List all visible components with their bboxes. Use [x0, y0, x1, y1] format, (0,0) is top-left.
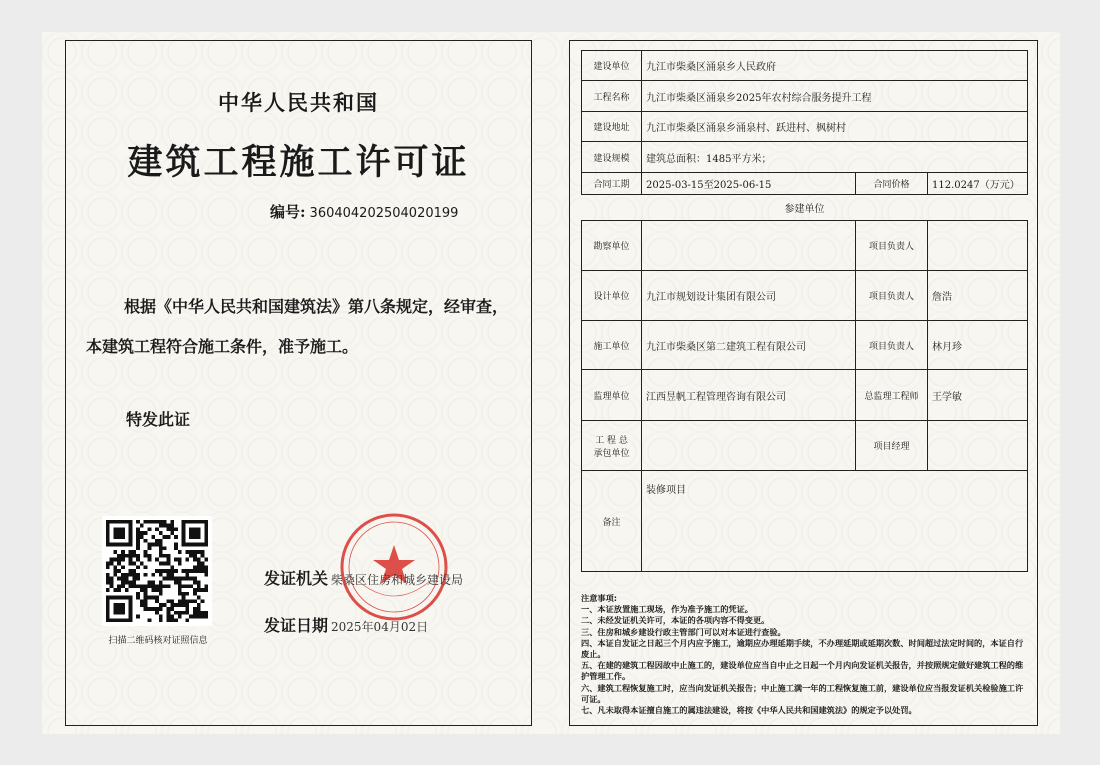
build-unit-label: 建设单位 [582, 51, 642, 81]
table-row [582, 471, 1028, 572]
table-row [582, 51, 1028, 81]
table-row [582, 173, 1028, 195]
participant-role: 项目经理 [856, 421, 928, 471]
issue-date-value: 2025年04月02日 [331, 620, 429, 634]
notes-section [581, 593, 1027, 716]
build-address-value: 九江市柴桑区涌泉乡涌泉村、跃进村、枫树村 [642, 112, 1028, 142]
certificate-paper [42, 32, 1060, 734]
participant-person: 詹浩 [928, 271, 1028, 321]
qr-code-label: 扫描二维码核对证照信息 [108, 636, 208, 646]
participant-value: 九江市柴桑区第二建筑工程有限公司 [642, 321, 856, 370]
contract-period-label: 合同工期 [582, 173, 642, 195]
build-scale-label: 建设规模 [582, 142, 642, 173]
participant-role: 总监理工程师 [856, 370, 928, 421]
remarks-value: 装修项目 [642, 471, 1028, 572]
issue-date [264, 613, 428, 636]
participant-person: 林月珍 [928, 321, 1028, 370]
issuing-authority-value: 柴桑区住房和城乡建设局 [331, 573, 464, 587]
table-row [582, 195, 1028, 221]
build-scale-value: 建筑总面积：1485平方米； [642, 142, 1028, 173]
certificate-title: 建筑工程施工许可证 [127, 142, 470, 183]
contract-period-value: 2025-03-15至2025-06-15 [642, 173, 856, 195]
table-row [582, 370, 1028, 421]
build-address-label: 建设地址 [582, 112, 642, 142]
note-line: 二、未经发证机关许可，本证的各项内容不得变更。 [581, 615, 770, 626]
country-name: 中华人民共和国 [218, 90, 379, 115]
issuing-authority [264, 566, 463, 589]
issuing-authority-label: 发证机关 [264, 569, 329, 588]
table-row [582, 271, 1028, 321]
participants-header: 参建单位 [582, 195, 1028, 221]
participant-label: 监理单位 [582, 370, 642, 421]
participant-value: 江西昱帆工程管理咨询有限公司 [642, 370, 856, 421]
table-row [582, 421, 1028, 471]
build-unit-value: 九江市柴桑区涌泉乡人民政府 [642, 51, 1028, 81]
participant-role: 项目负责人 [856, 321, 928, 370]
note-line: 五、在建的建筑工程因故中止施工的，建设单位应当自中止之日起一个月内向发证机关报告，并按照规定做好建筑工程的维护管理工作。 [581, 660, 1024, 682]
certificate-number [270, 201, 458, 222]
note-line: 注意事项: [581, 593, 618, 603]
table-row [582, 321, 1028, 370]
certificate-number-value: 360404202504020199 [309, 206, 459, 221]
remarks-label: 备注 [582, 471, 642, 572]
table-row [582, 81, 1028, 112]
certificate-body-text: 根据《中华人民共和国建筑法》第八条规定，经审查，本建筑工程符合施工条件，准予施工。 [86, 297, 509, 356]
issue-date-label: 发证日期 [264, 616, 329, 635]
participant-label: 设计单位 [582, 271, 642, 321]
participant-label: 施工单位 [582, 321, 642, 370]
note-line: 一、本证放置施工现场，作为准予施工的凭证。 [581, 604, 753, 615]
participant-person [928, 421, 1028, 471]
note-line: 六、建筑工程恢复施工时，应当向发证机关报告；中止施工满一年的工程恢复施工前，建设单位应当报发证机关检验施工许可证。 [581, 682, 1024, 704]
participant-value [642, 421, 856, 471]
special-issue-text: 特发此证 [126, 410, 191, 429]
participant-person [928, 221, 1028, 271]
table-row [582, 221, 1028, 271]
participant-value [642, 221, 856, 271]
participant-role: 项目负责人 [856, 271, 928, 321]
certificate-number-label: 编号: [270, 203, 306, 221]
note-line: 三、住房和城乡建设行政主管部门可以对本证进行查验。 [581, 626, 786, 637]
participant-role: 项目负责人 [856, 221, 928, 271]
certificate-front [65, 40, 532, 726]
participant-value: 九江市规划设计集团有限公司 [642, 271, 856, 321]
contract-price-label: 合同价格 [856, 173, 928, 195]
project-info-table [581, 50, 1028, 572]
contract-price-value: 112.0247（万元） [928, 173, 1028, 195]
participant-label: 勘察单位 [582, 221, 642, 271]
note-line: 四、本证自发证之日起三个月内应予施工，逾期应办理延期手续，不办理延期或延期次数、时间超过法定时间的，本证自行废止。 [581, 637, 1024, 660]
participant-label: 工 程 总 承包单位 [582, 421, 642, 471]
qr-code-icon[interactable] [102, 516, 212, 626]
table-row [582, 142, 1028, 173]
certificate-details [569, 40, 1038, 726]
project-name-value: 九江市柴桑区涌泉乡2025年农村综合服务提升工程 [642, 81, 1028, 112]
table-row [582, 112, 1028, 142]
project-name-label: 工程名称 [582, 81, 642, 112]
note-line: 七、凡未取得本证擅自施工的属违法建设，将按《中华人民共和国建筑法》的规定予以处罚。 [581, 705, 917, 716]
participant-person: 王学敏 [928, 370, 1028, 421]
